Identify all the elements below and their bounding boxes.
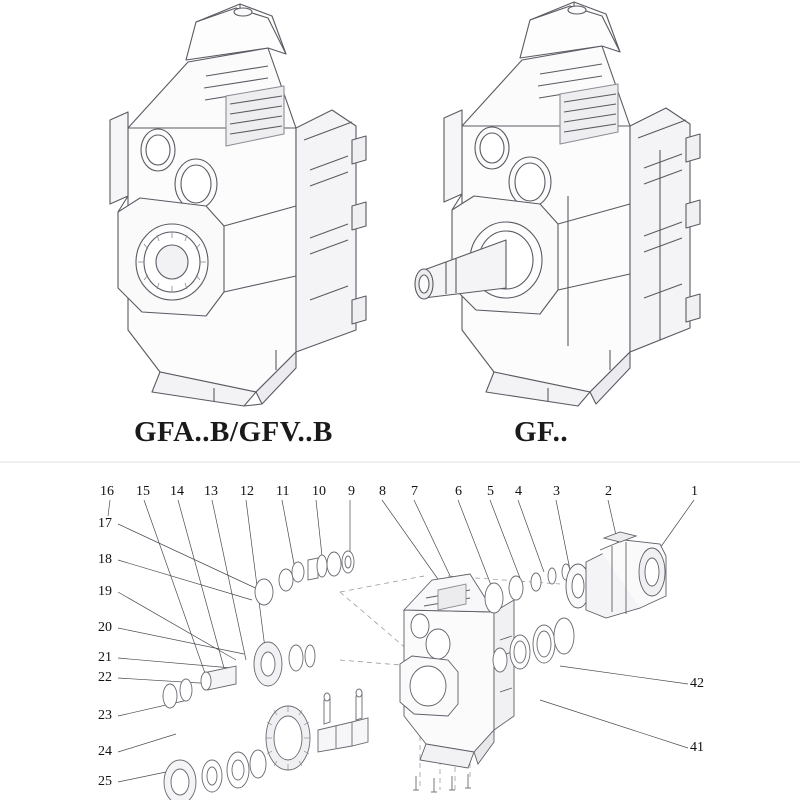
callout-22: 22 bbox=[98, 670, 112, 685]
callout-41: 41 bbox=[690, 740, 704, 755]
callout-1: 1 bbox=[691, 484, 698, 499]
callout-21: 21 bbox=[98, 650, 112, 665]
callout-19: 19 bbox=[98, 584, 112, 599]
callout-25: 25 bbox=[98, 774, 112, 789]
callout-12: 12 bbox=[240, 484, 254, 499]
gearbox-gfa-illustration bbox=[110, 4, 366, 406]
callout-13: 13 bbox=[204, 484, 218, 499]
caption-gf: GF.. bbox=[514, 416, 569, 448]
housing-bolts bbox=[413, 774, 471, 792]
callout-leaders-right bbox=[540, 666, 688, 748]
callout-17: 17 bbox=[98, 516, 112, 531]
output-gear bbox=[266, 706, 310, 770]
callout-8: 8 bbox=[379, 484, 386, 499]
pinion-shafts bbox=[318, 689, 368, 752]
callout-10: 10 bbox=[312, 484, 326, 499]
callout-14: 14 bbox=[170, 484, 184, 499]
callout-16: 16 bbox=[100, 484, 114, 499]
callout-3: 3 bbox=[553, 484, 560, 499]
parts-row-middle bbox=[163, 642, 315, 708]
caption-gfa-gfv: GFA..B/GFV..B bbox=[134, 416, 333, 448]
motor-assembly bbox=[566, 532, 666, 618]
callout-6: 6 bbox=[455, 484, 462, 499]
callout-15: 15 bbox=[136, 484, 150, 499]
parts-row-bottom-left bbox=[164, 750, 266, 800]
callout-2: 2 bbox=[605, 484, 612, 499]
callout-9: 9 bbox=[348, 484, 355, 499]
parts-row-upper bbox=[255, 551, 354, 605]
callout-18: 18 bbox=[98, 552, 112, 567]
callout-20: 20 bbox=[98, 620, 112, 635]
exploded-assembly-illustration bbox=[108, 500, 694, 800]
callout-42: 42 bbox=[690, 676, 704, 691]
callout-5: 5 bbox=[487, 484, 494, 499]
callout-23: 23 bbox=[98, 708, 112, 723]
callout-11: 11 bbox=[276, 484, 290, 499]
gearbox-gf-illustration bbox=[415, 2, 700, 406]
callout-7: 7 bbox=[411, 484, 418, 499]
callout-24: 24 bbox=[98, 744, 112, 759]
callout-leaders-left bbox=[118, 524, 264, 782]
callout-4: 4 bbox=[515, 484, 522, 499]
